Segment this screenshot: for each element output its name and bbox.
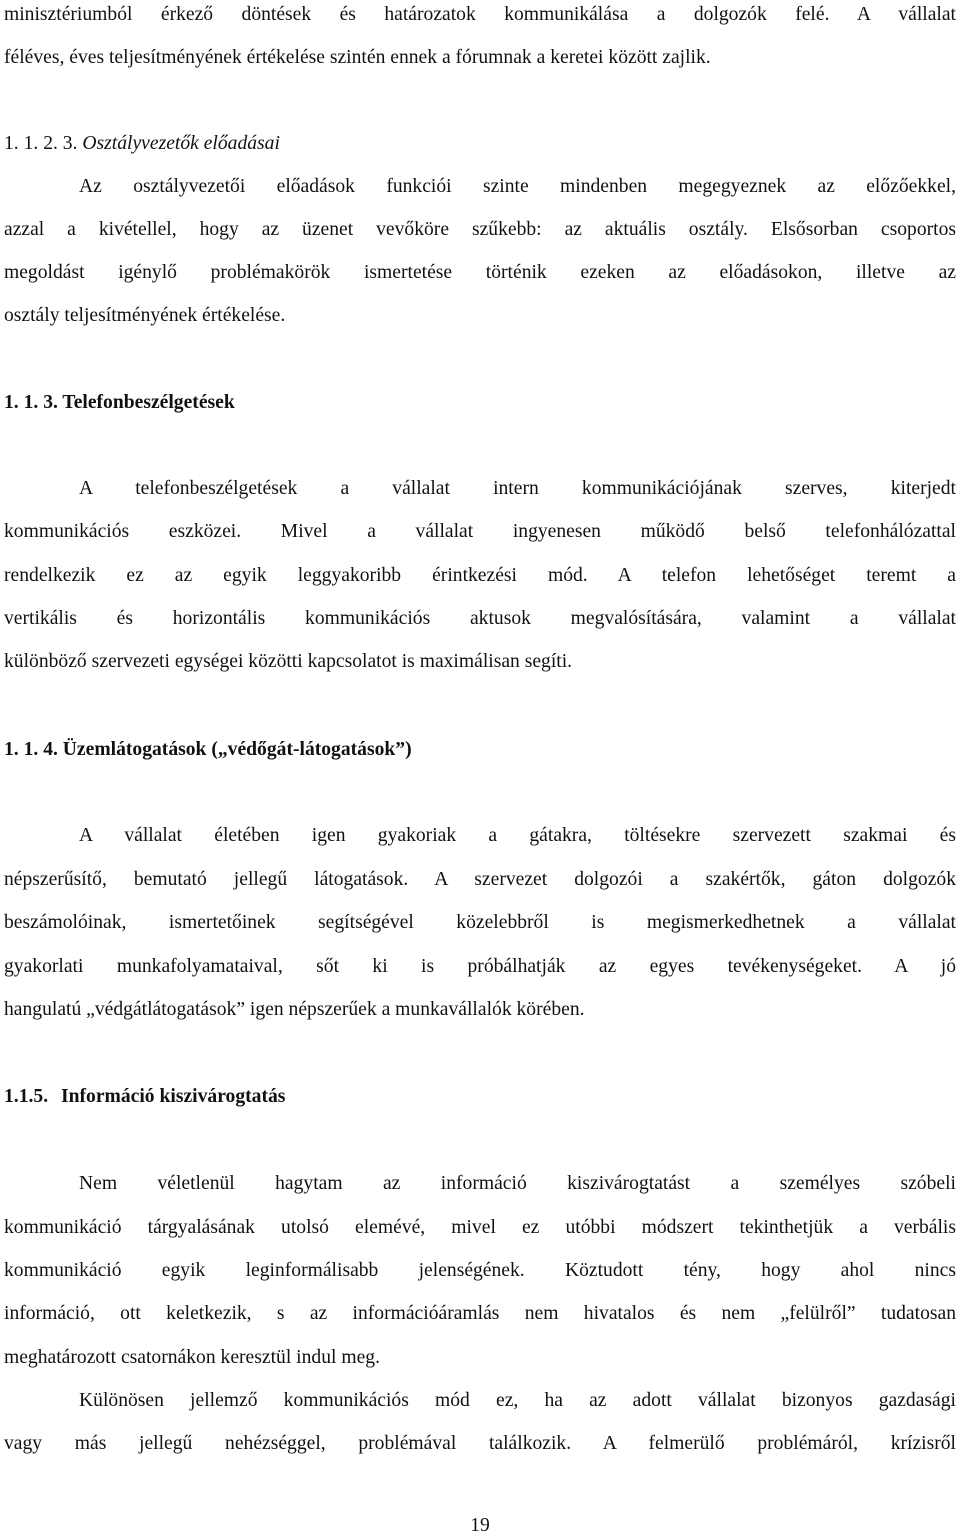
paragraph-line: népszerűsítő, bemutató jellegű látogatások. A szervezet dolgozói a szakértők, gáton dolgozók [4,869,956,890]
section-title: Osztályvezetők előadásai [82,133,280,154]
paragraph-line: Az osztályvezetői előadások funkciói szinte mindenben megegyeznek az előzőekkel, [79,176,956,197]
paragraph-line: Nem véletlenül hagytam az információ kiszivárogtatást a személyes szóbeli [79,1173,956,1194]
section-heading-113: 1. 1. 3. Telefonbeszélgetések [4,392,235,413]
paragraph-line: gyakorlati munkafolyamataival, sőt ki is próbálhatják az egyes tevékenységeket. A jó [4,956,956,977]
paragraph-line: vagy más jellegű nehézséggel, problémával találkozik. A felmerülő problémáról, krízisről [4,1433,956,1454]
section-heading-115 [4,1085,285,1109]
section-heading-1123 [4,132,280,156]
section-heading-114: 1. 1. 4. Üzemlátogatások („védőgát-látogatások”) [4,739,412,760]
section-title: Információ kiszivárogtatás [61,1086,286,1107]
paragraph-line: vertikális és horizontális kommunikációs aktusok megvalósítására, valamint a vállalat [4,608,956,629]
paragraph-line: információ, ott keletkezik, s az információáramlás nem hivatalos és nem „felülről” tudatosan [4,1303,956,1324]
page-number: 19 [470,1515,490,1536]
paragraph-line: különböző szervezeti egységei közötti kapcsolatot is maximálisan segíti. [4,651,573,672]
paragraph-line: Különösen jellemző kommunikációs mód ez, ha az adott vállalat bizonyos gazdasági [79,1390,956,1411]
paragraph-line: A vállalat életében igen gyakoriak a gátakra, töltésekre szervezett szakmai és [79,825,956,846]
paragraph-line: féléves, éves teljesítményének értékelése szintén ennek a fórumnak a keretei között zajlik. [4,47,711,68]
paragraph-line: kommunikációs eszközei. Mivel a vállalat ingyenesen működő belső telefonhálózattal [4,521,956,542]
paragraph-line: megoldást igénylő problémakörök ismertetése történik ezeken az előadásokon, illetve az [4,262,956,283]
paragraph-line: kommunikáció tárgyalásának utolsó elemévé, mivel ez utóbbi módszert tekinthetjük a verbális [4,1217,956,1238]
paragraph-line: beszámolóinak, ismertetőinek segítségével közelebbről is megismerkedhetnek a vállalat [4,912,956,933]
paragraph-line: osztály teljesítményének értékelése. [4,305,286,326]
paragraph-line: hangulatú „védgátlátogatások” igen népszerűek a munkavállalók körében. [4,999,585,1020]
paragraph-line: rendelkezik ez az egyik leggyakoribb érintkezési mód. A telefon lehetőséget teremt a [4,565,956,586]
section-number: 1. 1. 2. 3. [4,133,78,154]
paragraph-line: kommunikáció egyik leginformálisabb jelenségének. Köztudott tény, hogy ahol nincs [4,1260,956,1281]
paragraph-line: meghatározott csatornákon keresztül indul meg. [4,1347,380,1368]
paragraph-line: minisztériumból érkező döntések és határozatok kommunikálása a dolgozók felé. A vállalat [4,4,956,25]
section-number: 1.1.5. [4,1086,49,1107]
paragraph-line: azzal a kivétellel, hogy az üzenet vevőköre szűkebb: az aktuális osztály. Elsősorban csoportos [4,219,956,240]
paragraph-line: A telefonbeszélgetések a vállalat intern kommunikációjának szerves, kiterjedt [79,478,956,499]
